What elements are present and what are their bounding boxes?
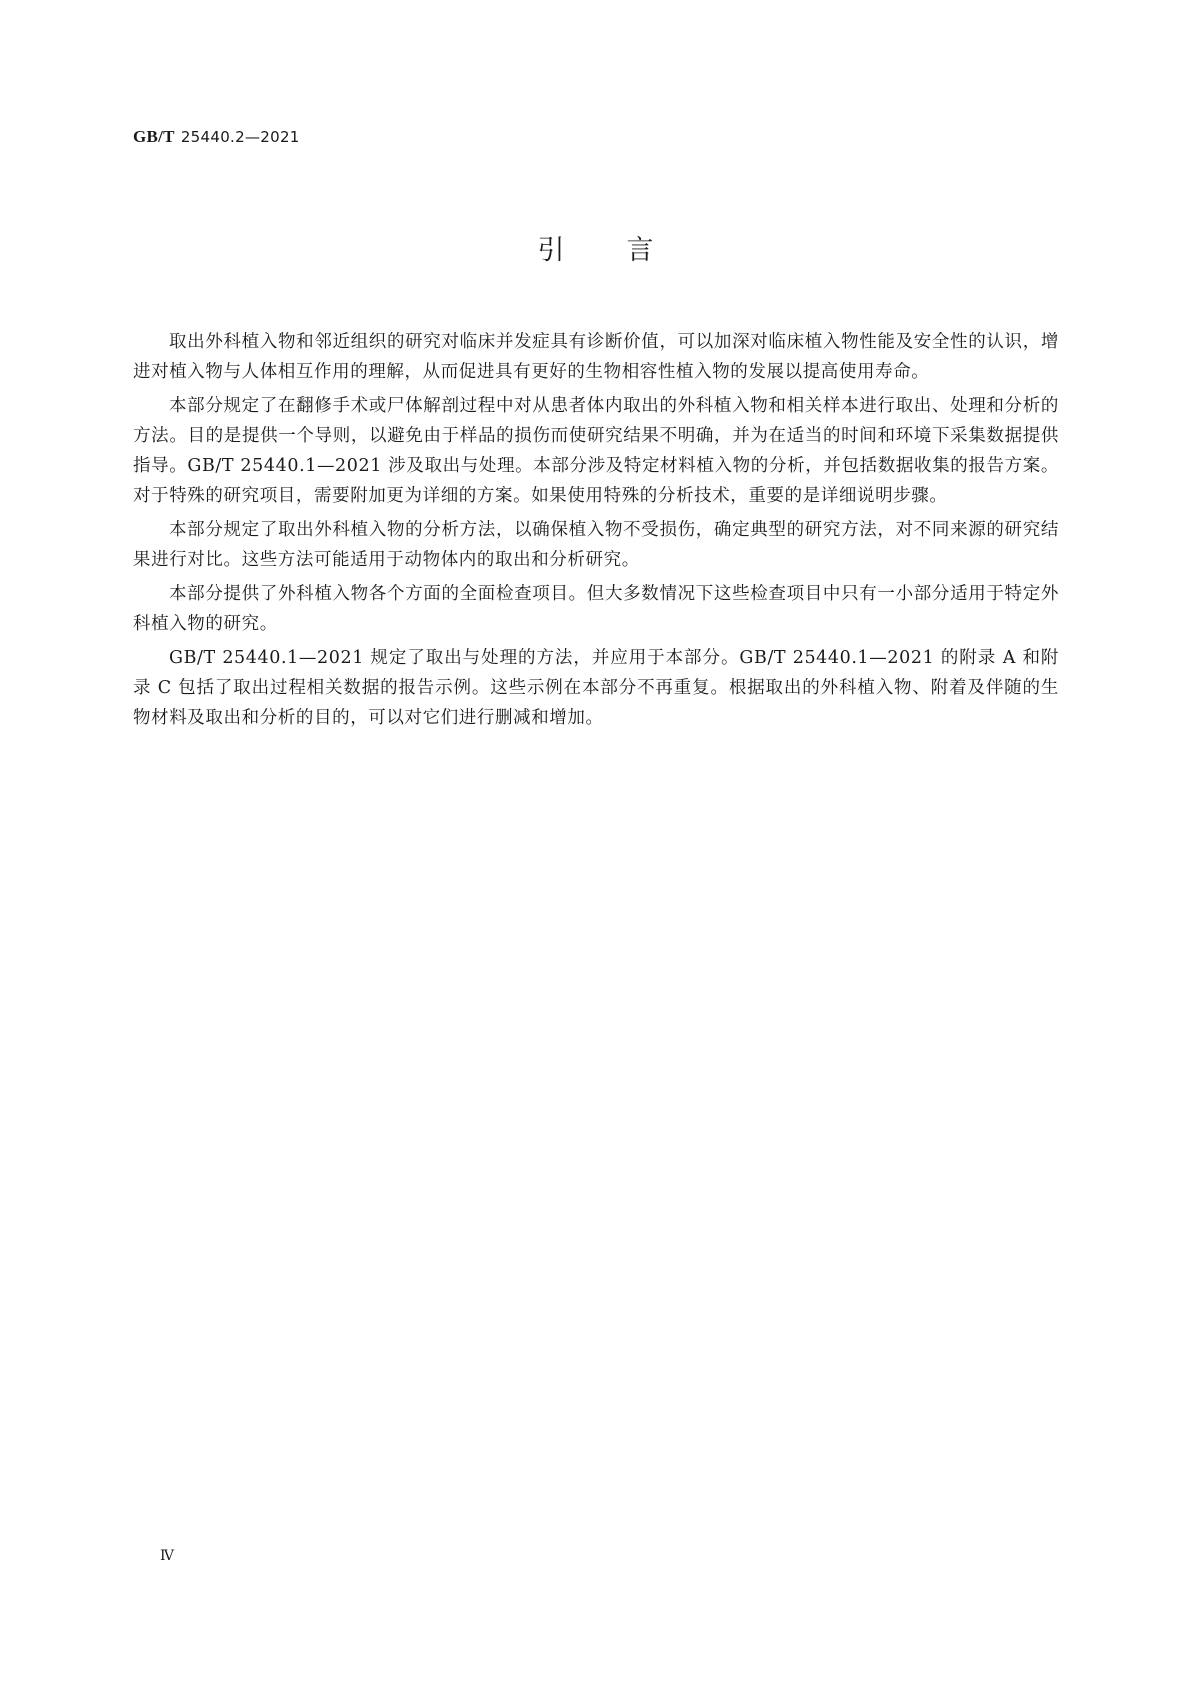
standard-number: 25440.2—2021: [180, 128, 300, 146]
paragraph-1: 取出外科植入物和邻近组织的研究对临床并发症具有诊断价值，可以加深对临床植入物性能及安全性的认识，增进对植入物与人体相互作用的理解，从而促进具有更好的生物相容性植入物的发展以提高使用寿命。: [133, 332, 1059, 382]
paragraph-2: 本部分规定了在翻修手术或尸体解剖过程中对从患者体内取出的外科植入物和相关样本进行取出、处理和分析的方法。目的是提供一个导则，以避免由于样品的损伤而使研究结果不明确，并为在适当的时间和环境下采集数据提供指导。GB/T 25440.1—2021 涉及取出与处理。本部分涉及特定材料植入物的分析，并包括数据收集的报告方案。对于特殊的研究项目，需要附加更为详细的方案。如果使用特殊的分析技术，重要的是详细说明步骤。: [133, 396, 1059, 506]
page-title: 引言: [537, 235, 716, 266]
paragraph-4: 本部分提供了外科植入物各个方面的全面检查项目。但大多数情况下这些检查项目中只有一小部分适用于特定外科植入物的研究。: [133, 584, 1059, 634]
standard-prefix: GB/T: [133, 127, 175, 146]
paragraph-3: 本部分规定了取出外科植入物的分析方法，以确保植入物不受损伤，确定典型的研究方法，对不同来源的研究结果进行对比。这些方法可能适用于动物体内的取出和分析研究。: [133, 520, 1059, 570]
standard-header: [133, 127, 300, 147]
introduction-body: [133, 327, 1059, 737]
page-number: Ⅳ: [160, 1549, 174, 1564]
paragraph-5: GB/T 25440.1—2021 规定了取出与处理的方法，并应用于本部分。GB/T 25440.1—2021 的附录 A 和附录 C 包括了取出过程相关数据的报告示例。这些示例在本部分不再重复。根据取出的外科植入物、附着及伴随的生物材料及取出和分析的目的，可以对它们进行删减和增加。: [133, 648, 1059, 728]
